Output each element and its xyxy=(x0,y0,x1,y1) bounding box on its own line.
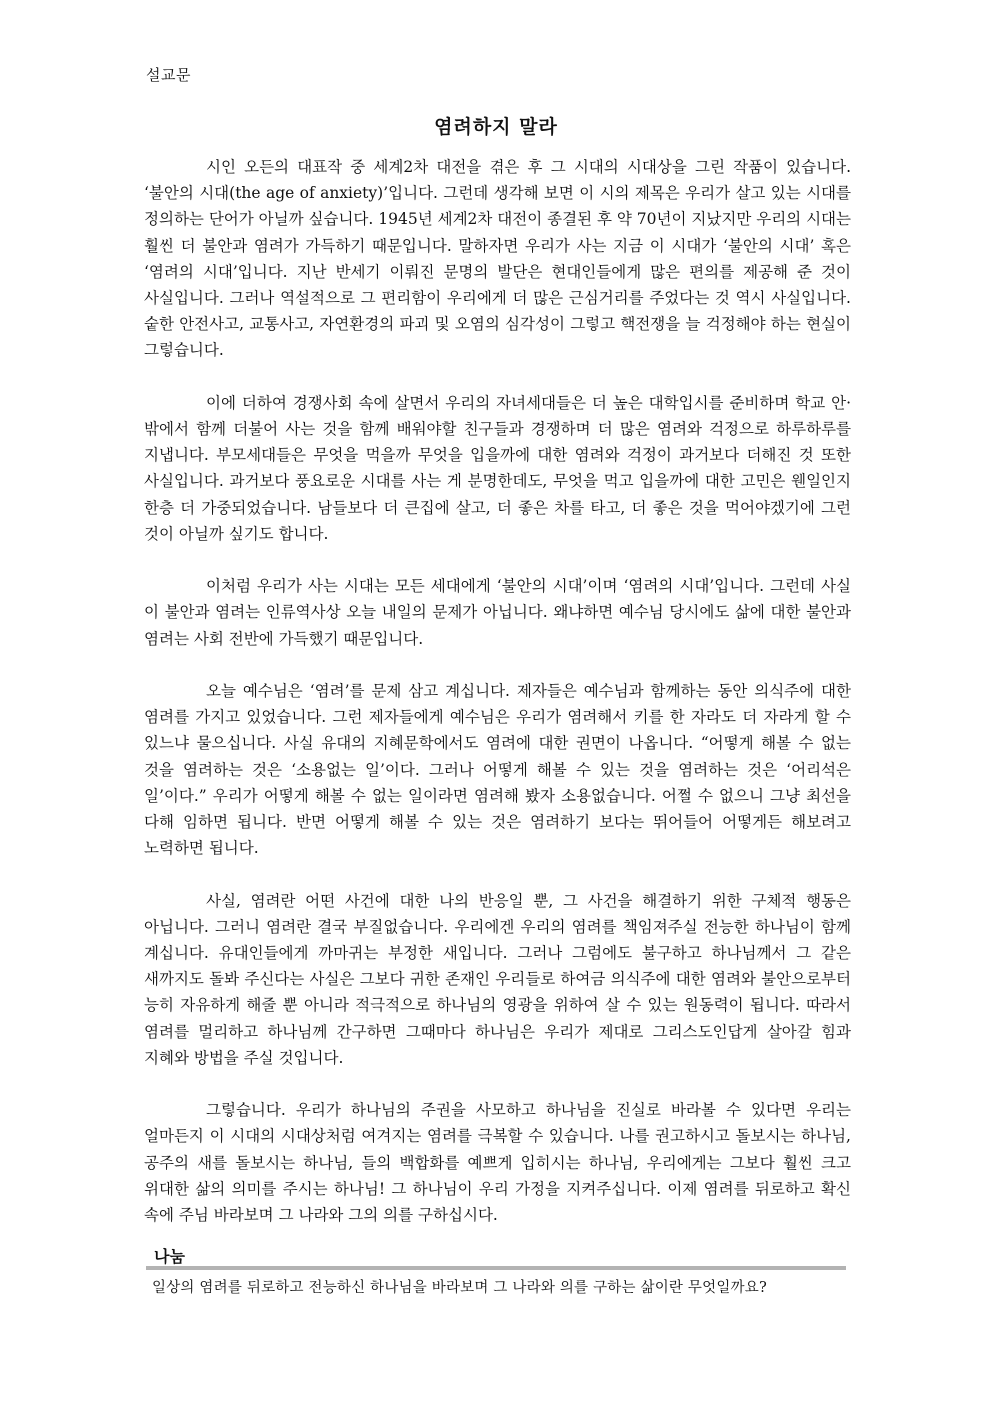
paragraph-3: 이처럼 우리가 사는 시대는 모든 세대에게 ‘불안의 시대’이며 ‘염려의 시대’입니다. 그런데 사실 이 불안과 염려는 인류역사상 오늘 내일의 문제가 아닙니다. 왜냐하면 예수님 당시에도 삶에 대한 불안과 염려는 사회 전반에 가득했기 때문입니다. xyxy=(144,577,851,648)
sermon-title: 염려하지 말라 xyxy=(434,116,558,138)
paragraph-1: 시인 오든의 대표작 중 세계2차 대전을 겪은 후 그 시대의 시대상을 그린 작품이 있습니다. ‘불안의 시대(the age of anxiety)’입니다. 그런데 생각해 보면 이 시의 제목은 우리가 살고 있는 시대를 정의하는 단어가 아닐까 싶습니다. 1945년 세계2차 대전이 종결된 후 약 70년이 지났지만 우리의 시대는 훨씬 더 불안과 염려가 가득하기 때문입니다. 말하자면 우리가 사는 지금 이 시대가 ‘불안의 시대’ 혹은 ‘염려의 시대’입니다. 지난 반세기 이뤄진 문명의 발단은 현대인들에게 많은 편의를 제공해 준 것이 사실입니다. 그러나 역설적으로 그 편리함이 우리에게 더 많은 근심거리를 주었다는 것 역시 사실입니다. 숱한 안전사고, 교통사고, 자연환경의 파괴 및 오염의 심각성이 그렇고 핵전쟁을 늘 걱정해야 하는 현실이 그렇습니다. xyxy=(144,158,851,360)
paragraph-6: 그렇습니다. 우리가 하나님의 주권을 사모하고 하나님을 진실로 바라볼 수 있다면 우리는 얼마든지 이 시대의 시대상처럼 여겨지는 염려를 극복할 수 있습니다. 나를 권고하시고 돌보시는 하나님, 공주의 새를 돌보시는 하나님, 들의 백합화를 예쁘게 입히시는 하나님, 우리에게는 그보다 훨씬 크고 위대한 삶의 의미를 주시는 하나님! 그 하나님이 우리 가정을 지켜주십니다. 이제 염려를 뒤로하고 확신 속에 주님 바라보며 그 나라와 그의 의를 구하십시다. xyxy=(144,1101,851,1225)
sharing-question: 일상의 염려를 뒤로하고 전능하신 하나님을 바라보며 그 나라와 의를 구하는 삶이란 무엇일까요? xyxy=(152,1280,767,1296)
document-type-label: 설교문 xyxy=(146,66,191,84)
paragraph-4: 오늘 예수님은 ‘염려’를 문제 삼고 계십니다. 제자들은 예수님과 함께하는 동안 의식주에 대한 염려를 가지고 있었습니다. 그런 제자들에게 예수님은 우리가 염려해서 키를 한 자라도 더 자라게 할 수 있느냐 물으십니다. 사실 유대의 지혜문학에서도 염려에 대한 권면이 나옵니다. “어떻게 해볼 수 없는 것을 염려하는 것은 ‘소용없는 일’이다. 그러나 어떻게 해볼 수 있는 것을 염려하는 것은 ‘어리석은 일’이다.” 우리가 어떻게 해볼 수 없는 일이라면 염려해 봤자 소용없습니다. 어쩔 수 없으니 그냥 최선을 다해 임하면 됩니다. 반면 어떻게 해볼 수 있는 것은 염려하기 보다는 뛰어들어 어떻게든 해보려고 노력하면 됩니다. xyxy=(144,682,851,858)
sharing-divider xyxy=(146,1266,846,1270)
paragraph-5: 사실, 염려란 어떤 사건에 대한 나의 반응일 뿐, 그 사건을 해결하기 위한 구체적 행동은 아닙니다. 그러니 염려란 결국 부질없습니다. 우리에겐 우리의 염려를 책임져주실 전능한 하나님이 함께 계십니다. 유대인들에게 까마귀는 부정한 새입니다. 그러나 그럼에도 불구하고 하나님께서 그 같은 새까지도 돌봐 주신다는 사실은 그보다 귀한 존재인 우리들로 하여금 의식주에 대한 염려와 불안으로부터 능히 자유하게 해줄 뿐 아니라 적극적으로 하나님의 영광을 위하여 살 수 있는 원동력이 됩니다. 따라서 염려를 멀리하고 하나님께 간구하면 그때마다 하나님은 우리가 제대로 그리스도인답게 살아갈 힘과 지혜와 방법을 주실 것입니다. xyxy=(144,891,851,1067)
sermon-body xyxy=(144,154,851,1228)
paragraph-2: 이에 더하여 경쟁사회 속에 살면서 우리의 자녀세대들은 더 높은 대학입시를 준비하며 학교 안·밖에서 함께 더불어 사는 것을 함께 배워야할 친구들과 경쟁하며 더 많은 염려와 걱정으로 하루하루를 지냅니다. 부모세대들은 무엇을 먹을까 무엇을 입을까에 대한 염려와 걱정이 과거보다 더해진 것 또한 사실입니다. 과거보다 풍요로운 시대를 사는 게 분명한데도, 무엇을 먹고 입을까에 대한 고민은 웬일인지 한층 더 가중되었습니다. 남들보다 더 큰집에 살고, 더 좋은 차를 타고, 더 좋은 것을 먹어야겠기에 그런 것이 아닐까 싶기도 합니다. xyxy=(144,393,851,543)
sharing-heading: 나눔 xyxy=(154,1247,185,1266)
